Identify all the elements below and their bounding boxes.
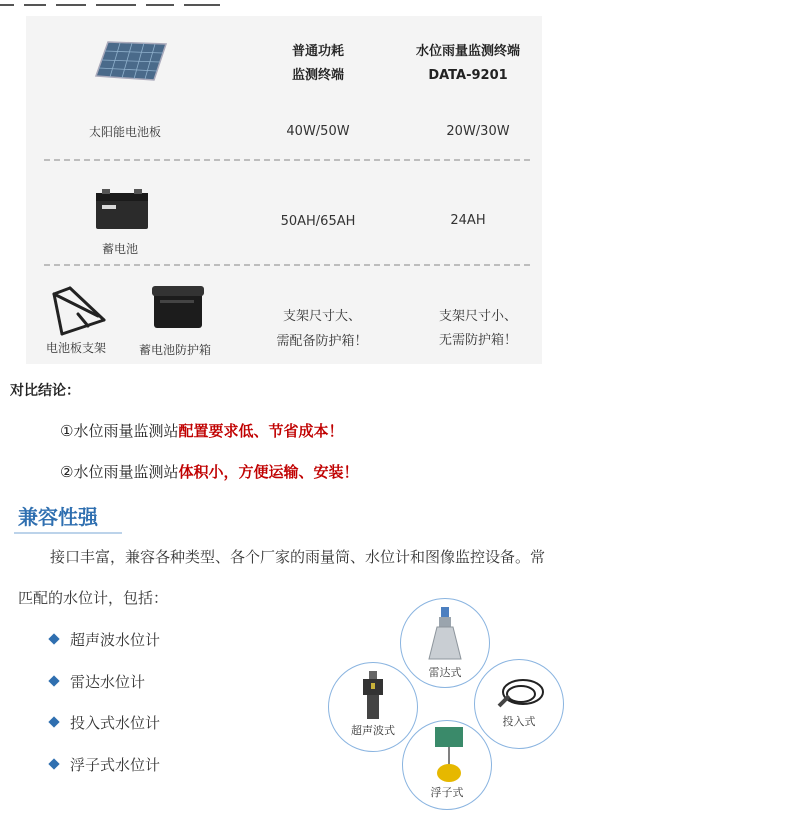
radar-circle xyxy=(400,598,490,688)
conclusion-item-2 xyxy=(60,461,358,482)
conclusion-title: 对比结论： xyxy=(10,383,80,399)
diamond-bullet-icon xyxy=(48,675,59,686)
section-paragraph-line1: 接口丰富，兼容各种类型、各个厂家的雨量筒、水位计和图像监控设备。常 xyxy=(50,548,546,566)
section-title: 兼容性强 xyxy=(18,505,98,529)
row-battery-data9201-value: 24AH xyxy=(450,213,486,228)
diamond-bullet-icon xyxy=(48,633,59,644)
conclusion-item-1 xyxy=(60,420,343,441)
diamond-bullet-icon xyxy=(48,758,59,769)
conclusion-item-2-prefix: ②水位雨量监测站 xyxy=(60,463,179,481)
ultrasonic-label: 超声波式 xyxy=(351,724,395,737)
header-data9201-line1: 水位雨量监测终端 xyxy=(415,44,520,59)
submersible-label: 投入式 xyxy=(502,715,536,728)
row-stand-normal-line1: 支架尺寸大、 xyxy=(282,309,361,324)
header-normal-line1: 普通功耗 xyxy=(291,44,344,59)
row-solar-data9201-value: 20W/30W xyxy=(446,124,510,139)
header-normal-terminal xyxy=(258,40,378,88)
conclusion-item-2-highlight: 体积小，方便运输、安装！ xyxy=(178,463,359,481)
list-item xyxy=(50,754,160,775)
list-item-label: 雷达水位计 xyxy=(70,673,146,691)
row-solar-normal-value: 40W/50W xyxy=(286,124,350,139)
float-circle xyxy=(402,720,492,810)
conclusion-item-1-highlight: 配置要求低、节省成本！ xyxy=(178,422,344,440)
row-divider xyxy=(44,264,530,266)
row-solar-label: 太阳能电池板 xyxy=(88,125,161,139)
ultrasonic-circle xyxy=(328,662,418,752)
row-stand-normal-line2: 需配备防护箱！ xyxy=(276,334,368,349)
row-stand-label: 电池板支架 xyxy=(45,341,106,355)
battery-icon xyxy=(94,187,150,231)
list-item xyxy=(50,712,160,733)
row-divider xyxy=(44,159,530,161)
row-stand-normal-value xyxy=(262,304,382,354)
solar-panel-icon xyxy=(94,40,168,84)
section-paragraph-line2: 匹配的水位计，包括： xyxy=(18,589,169,607)
list-item-label: 浮子式水位计 xyxy=(70,756,161,774)
row-battery-normal-value: 50AH/65AH xyxy=(280,214,356,229)
diamond-bullet-icon xyxy=(48,716,59,727)
radar-label: 雷达式 xyxy=(428,666,462,679)
list-item xyxy=(50,629,160,650)
header-normal-line2: 监测终端 xyxy=(291,68,344,83)
list-item-label: 超声波水位计 xyxy=(70,631,161,649)
list-item xyxy=(50,671,145,692)
conclusion-item-1-prefix: ①水位雨量监测站 xyxy=(60,422,179,440)
float-sensor-icon xyxy=(429,725,469,783)
row-stand-data9201-line2: 无需防护箱！ xyxy=(438,333,517,348)
row-stand-data9201-value xyxy=(418,305,538,353)
list-item-label: 投入式水位计 xyxy=(70,714,161,732)
submersible-sensor-icon xyxy=(493,672,547,712)
row-box-label: 蓄电池防护箱 xyxy=(138,343,211,357)
panel-stand-icon xyxy=(48,280,108,338)
row-stand-data9201-line1: 支架尺寸小、 xyxy=(438,309,517,324)
cropped-top-text xyxy=(0,0,280,6)
battery-box-icon xyxy=(150,282,206,332)
ultrasonic-sensor-icon xyxy=(357,671,389,721)
header-data9201-line2: DATA-9201 xyxy=(428,68,508,83)
section-title-underline xyxy=(14,532,122,534)
row-battery-label: 蓄电池 xyxy=(101,242,138,256)
float-label: 浮子式 xyxy=(430,786,464,799)
radar-sensor-icon xyxy=(425,605,465,661)
submersible-circle xyxy=(474,659,564,749)
header-data9201-terminal xyxy=(398,40,538,88)
